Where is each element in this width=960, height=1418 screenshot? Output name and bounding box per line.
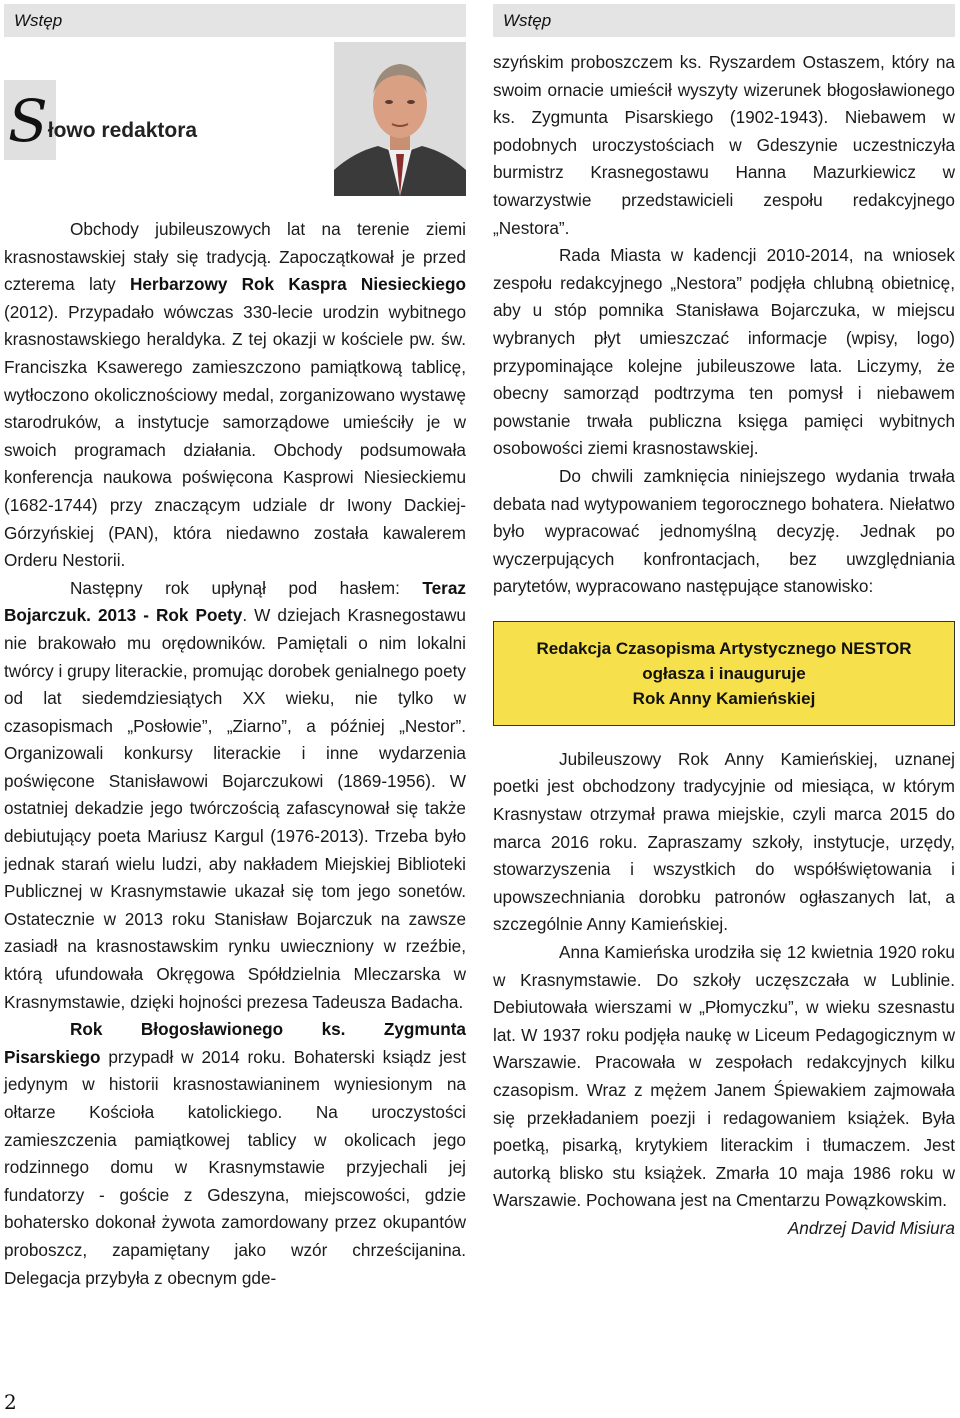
paragraph: Rada Miasta w kadencji 2010-2014, na wniosek zespołu redakcyjnego „Nestora” podjęła chlubną obietnicę, aby u stóp pomnika Stanisława Bojarczuka, w miejscu wybranych płyt umieszczać informacje (wpisy, logo) przypominające kolejne jubileuszowe lata. Liczymy, że obecny samorząd podtrzyma ten pomysł i niebawem powstanie trwała publiczna księga pamięci wybitnych osobowości ziemi krasnostawskiej.	[493, 245, 955, 459]
paragraph: Jubileuszowy Rok Anny Kamieńskiej, uznanej poetki jest obchodzony tradycyjnie od miesiąca, w którym Krasnystaw otrzymał prawa miejskie, czyli marca 2015 do marca 2016 roku. Zapraszamy szkoły, instytucje, urzędy, stowarzyszenia i wszystkich do współświętowania i upowszechniania dorobku patronów ogłaszanych lat, a szczególnie Anny Kamieńskiej.	[493, 748, 955, 935]
paragraph-text: Następny rok upłynął pod hasłem:	[70, 577, 423, 598]
paragraph: Do chwili zamknięcia niniejszego wydania trwała debata nad wytypowaniem tegorocznego bohatera. Niełatwo było wypracować jednomyślną decyzję. Jednak po wyczerpujących konfrontacjach, bez uwzględniania parytetów, wypracowano następujące stanowisko:	[493, 465, 955, 597]
running-header-left: Wstęp	[4, 4, 466, 37]
paragraph-text: (2012). Przypadało wówczas 330-lecie urodzin wybitnego krasnostawskiego heraldyka. Z tej okazji w kościele pw. św. Franciszka Ksawerego zamieszczono pamiątkową tablicę, wytłoczono okolicznościowy medal, zorganizowano wystawę starodruków, a instytucje samorządowe umieściły je w swoich programach działania. Obchody podsumowała konferencja naukowa poświęcona Kasprowi Niesieckiemu (1682-1744) przy znaczącym udziale dr Iwony Dackiej-Górzyńskiej (PAN), która niedawno została kawalerem Orderu Nestorii.	[4, 301, 466, 571]
announcement-line: ogłasza i inauguruje	[642, 663, 806, 683]
right-column	[493, 49, 955, 1243]
announcement-line: Rok Anny Kamieńskiej	[632, 688, 816, 708]
title-rest: łowo redaktora	[47, 119, 198, 142]
author-signature: Andrzej David Misiura	[787, 1217, 955, 1238]
paragraph	[4, 575, 466, 1017]
paragraph-text: Obchody jubileuszowych lat na terenie ziemi krasnostawskiej stały się tradycją. Zapoczątkował je przed czterema laty	[4, 219, 466, 295]
paragraph	[4, 1016, 466, 1292]
paragraph-bold: Herbarzowy Rok Kaspra Niesieckiego	[129, 274, 466, 295]
paragraph-bold: Rok Błogosławionego ks. Zygmunta Pisarskiego	[4, 1019, 466, 1067]
title-initial: S	[8, 87, 48, 155]
announcement-line: Redakcja Czasopisma Artystycznego NESTOR	[536, 638, 912, 658]
section-title	[8, 87, 198, 155]
paragraph: szyńskim proboszczem ks. Ryszardem Ostaszem, który na swoim ornacie umieścił wyszyty wizerunek błogosławionego ks. Zygmunta Pisarskiego (1902-1943). Niebawem w podobnych uroczystościach w Gdeszynie uczestniczyła burmistrz Krasnegostawu Hanna Mazurkiewicz w towarzystwie przedstawicieli zespołu redakcyjnego „Nestora”.	[493, 52, 955, 238]
paragraph-text: przypadł w 2014 roku. Bohaterski ksiądz jest jedynym w historii krasnostawianinem wyniesionym na ołtarze Kościoła katolickiego. Na uroczystości zamieszczenia pamiątkowej tablicy w okolicach jego rodzinnego domu w Krasnymstawie przyjechali jej fundatorzy - goście z Gdeszyna, miejscowości, gdzie bohatersko dokonał żywota zamordowany przez okupantów proboszcz, zapamiętany jako wzór chrześcijanina. Delegacja przybyła z obecnym gde-	[4, 1046, 466, 1288]
paragraph	[4, 216, 466, 575]
running-header-right: Wstęp	[493, 4, 955, 37]
paragraph-bold: Teraz Bojarczuk. 2013 - Rok Poety	[4, 577, 466, 626]
paragraph: Anna Kamieńska urodziła się 12 kwietnia 1920 roku w Krasnymstawie. Do szkoły uczęszczała w Lublinie. Debiutowała wierszami w „Płomyczku”, w wieku szesnastu lat. W 1937 roku podjęła naukę w Liceum Pedagogicznym w Warszawie. Pracowała w zespołach redakcyjnych kilku czasopism. Wraz z mężem Janem Śpiewakiem zajmowała się przekładaniem poezji i redagowaniem książek. Była poetką, pisarką, krytykiem literackim i tłumaczem. Jest autorką blisko stu książek. Zmarła 10 maja 1986 roku w Warszawie. Pochowana jest na Cmentarzu Powązkowskim.	[493, 942, 955, 1211]
page-number: 2	[4, 1390, 17, 1414]
paragraph-text: . W dziejach Krasnegostawu nie brakowało mu orędowników. Pamiętali o nim lokalni twórcy i grupy literackie, promując dorobek genialnego poety od lat siedemdziesiątych XX wieku, nie tylko w czasopismach „Posłowie”, „Ziarno”, a później „Nestor”. Organizowali konkursy literackie i inne wydarzenia poświęcone Stanisławowi Bojarczukowi (1869-1956). W ostatniej dekadzie jego twórczością zafascynował się także debiutujący poeta Mariusz Kargul (1976-2013). Trzeba było jednak starań wielu ludzi, aby nakładem Miejskiej Biblioteki Publicznej w Krasnymstawie ukazał się tom jego sonetów. Ostatecznie w 2013 roku Stanisław Bojarczuk na zawsze zasiadł na krasnostawskim rynku uwieczniony w rzeźbie, którą ufundowała Okręgowa Spółdzielnia Mleczarska w Krasnymstawie, dzięki hojności prezesa Tadeusza Badacha.	[4, 605, 466, 1012]
portrait-image	[334, 42, 466, 196]
left-column	[4, 216, 466, 1292]
author-photo	[334, 42, 466, 196]
announcement-box	[493, 621, 955, 726]
